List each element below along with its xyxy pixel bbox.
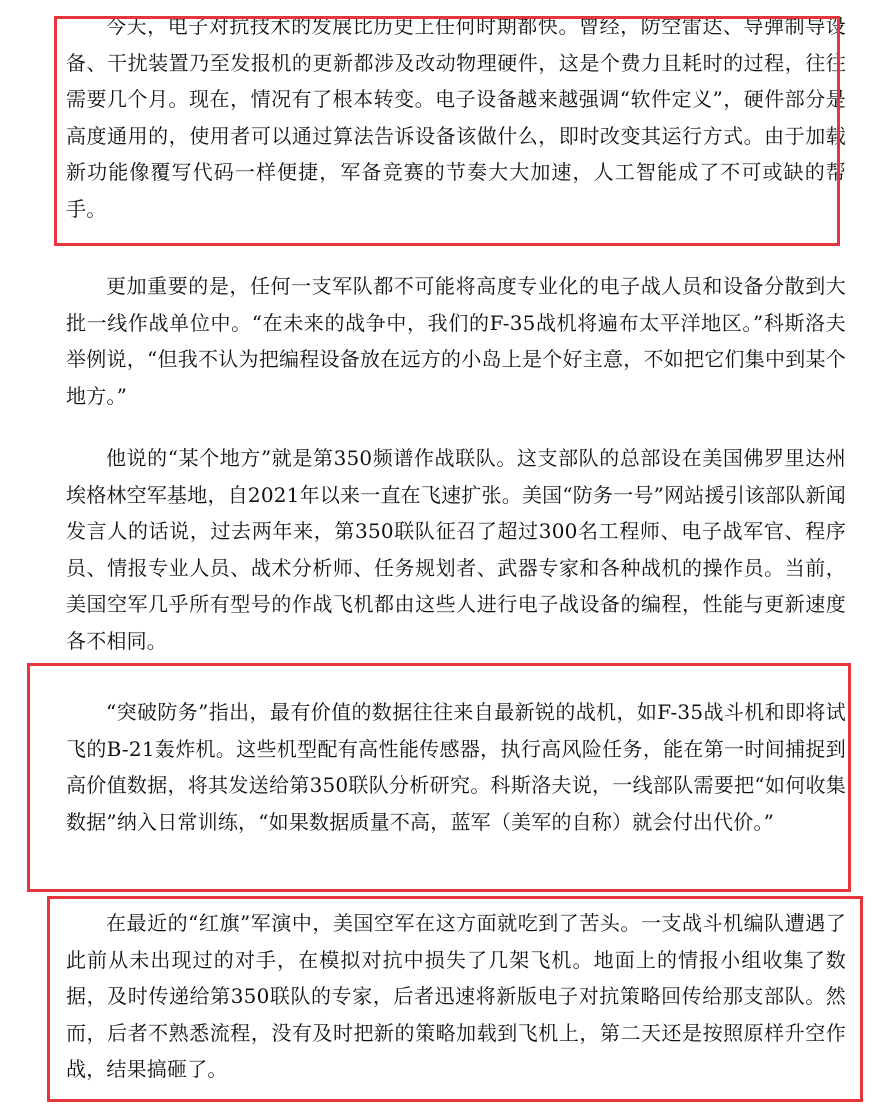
highlight-box-paragraph-5: [47, 896, 863, 1102]
highlight-box-paragraph-4: [27, 663, 851, 892]
paragraph-1: 今天，电子对抗技术的发展比历史上任何时期都快。曾经，防空雷达、导弹制导设备、干扰装置乃至发报机的更新都涉及改动物理硬件，这是个费力且耗时的过程，往往需要几个月。现在，情况有了根本转变。电子设备越来越强调“软件定义”，硬件部分是高度通用的，使用者可以通过算法告诉设备该做什么，即时改变其运行方式。由于加载新功能像覆写代码一样便捷，军备竞赛的节奏大大加速，人工智能成了不可或缺的帮手。: [66, 14, 846, 221]
highlight-box-paragraph-1: [54, 16, 840, 246]
paragraph-5: 在最近的“红旗”军演中，美国空军在这方面就吃到了苦头。一支战斗机编队遭遇了此前从未出现过的对手，在模拟对抗中损失了几架飞机。地面上的情报小组收集了数据，及时传递给第350联队的专家，后者迅速将新版电子对抗策略回传给那支部队。然而，后者不熟悉流程，没有及时把新的策略加载到飞机上，第二天还是按照原样升空作战，结果搞砸了。: [66, 911, 846, 1081]
paragraph-3: 他说的“某个地方”就是第350频谱作战联队。这支部队的总部设在美国佛罗里达州埃格林空军基地，自2021年以来一直在飞速扩张。美国“防务一号”网站援引该部队新闻发言人的话说，过去两年来，第350联队征召了超过300名工程师、电子战军官、程序员、情报专业人员、战术分析师、任务规划者、武器专家和各种战机的操作员。当前，美国空军几乎所有型号的作战飞机都由这些人进行电子战设备的编程，性能与更新速度各不相同。: [66, 446, 846, 653]
paragraph-2: 更加重要的是，任何一支军队都不可能将高度专业化的电子战人员和设备分散到大批一线作战单位中。“在未来的战争中，我们的F-35战机将遍布太平洋地区。”科斯洛夫举例说，“但我不认为把编程设备放在远方的小岛上是个好主意，不如把它们集中到某个地方。”: [66, 274, 846, 408]
paragraph-4: “突破防务”指出，最有价值的数据往往来自最新锐的战机，如F-35战斗机和即将试飞的B-21轰炸机。这些机型配有高性能传感器，执行高风险任务，能在第一时间捕捉到高价值数据，将其发送给第350联队分析研究。科斯洛夫说，一线部队需要把“如何收集数据”纳入日常训练，“如果数据质量不高，蓝军（美军的自称）就会付出代价。”: [66, 700, 846, 834]
